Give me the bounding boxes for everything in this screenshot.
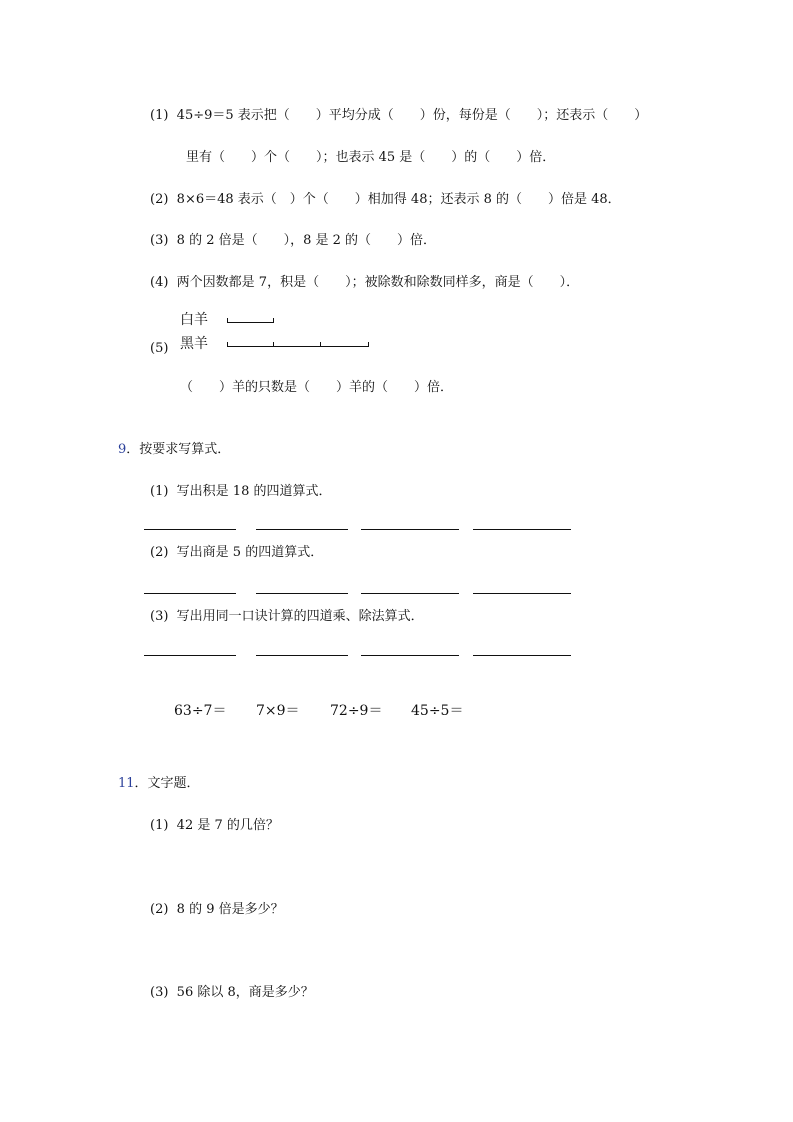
expression: 63÷7＝ bbox=[174, 703, 227, 719]
answer-line[interactable] bbox=[144, 529, 236, 530]
q11-1: (1) 42 是 7 的几倍？ bbox=[150, 818, 279, 833]
section-11-title: ．文字题． bbox=[134, 776, 200, 791]
q11-3: (3) 56 除以 8，商是多少？ bbox=[150, 985, 314, 1000]
answer-line[interactable] bbox=[256, 593, 348, 594]
q8-1-line2: 里有（ ）个（ ）；也表示 45 是（ ）的（ ）倍． bbox=[186, 150, 556, 165]
answer-line[interactable] bbox=[144, 593, 236, 594]
answer-line[interactable] bbox=[361, 529, 459, 530]
answer-line[interactable] bbox=[361, 655, 459, 656]
section-9-title: ．按要求写算式． bbox=[126, 442, 231, 457]
q8-2: (2) 8×6＝48 表示（ ）个（ ）相加得 48；还表示 8 的（ ）倍是 48． bbox=[150, 192, 621, 207]
q8-5-text: （ ）羊的只数是（ ）羊的（ ）倍． bbox=[180, 380, 454, 395]
q9-3: (3) 写出用同一口诀计算的四道乘、除法算式． bbox=[150, 609, 424, 624]
q8-1-line1: (1) 45÷9＝5 表示把（ ）平均分成（ ）份，每份是（ ）；还表示（ ） bbox=[150, 108, 648, 123]
q8-4: (4) 两个因数都是 7，积是（ ）；被除数和除数同样多，商是（ ）． bbox=[150, 275, 580, 290]
section-9-heading bbox=[118, 442, 230, 458]
expression: 45÷5＝ bbox=[411, 703, 464, 719]
answer-line[interactable] bbox=[256, 529, 348, 530]
answer-line[interactable] bbox=[473, 593, 571, 594]
section-9-number: 9 bbox=[118, 442, 127, 457]
white-sheep-label: 白羊 bbox=[180, 312, 208, 328]
q9-1: (1) 写出积是 18 的四道算式． bbox=[150, 484, 332, 499]
q8-3: (3) 8 的 2 倍是（ ），8 是 2 的（ ）倍． bbox=[150, 233, 437, 248]
black-sheep-label: 黑羊 bbox=[180, 336, 208, 352]
black-sheep-bar-tick bbox=[320, 342, 321, 346]
answer-line[interactable] bbox=[144, 655, 236, 656]
section-11-heading bbox=[118, 776, 200, 792]
black-sheep-bar bbox=[227, 342, 369, 347]
expression: 7×9＝ bbox=[256, 703, 300, 719]
section-11-number: 11 bbox=[118, 776, 135, 791]
q11-2: (2) 8 的 9 倍是多少？ bbox=[150, 902, 284, 917]
black-sheep-bar-tick bbox=[273, 342, 274, 346]
answer-line[interactable] bbox=[473, 529, 571, 530]
expression: 72÷9＝ bbox=[330, 703, 383, 719]
q9-2: (2) 写出商是 5 的四道算式． bbox=[150, 545, 324, 560]
answer-line[interactable] bbox=[361, 593, 459, 594]
answer-line[interactable] bbox=[473, 655, 571, 656]
white-sheep-bar bbox=[227, 318, 274, 323]
answer-line[interactable] bbox=[256, 655, 348, 656]
q8-5-number: (5) bbox=[150, 341, 169, 356]
